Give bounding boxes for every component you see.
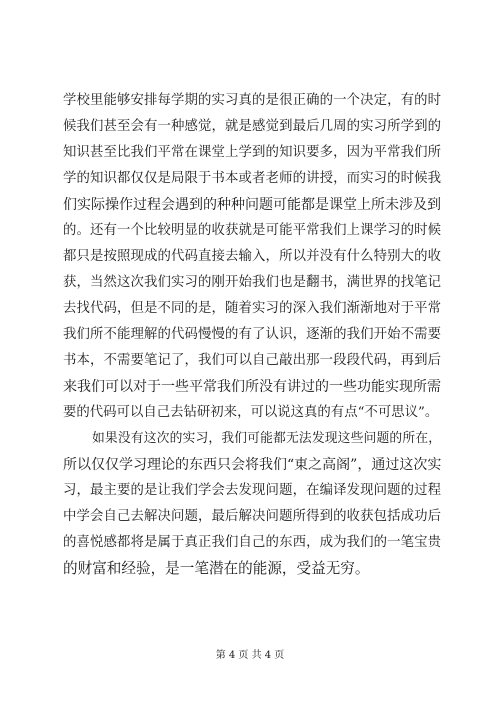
text-line: 要的代码可以自己去钻研初来，可以说这真的有点“不可思议”。 [63, 405, 439, 420]
text-line: 书本，不需要笔记了，我们可以自己敲出那一段段代码，再到后 [63, 353, 441, 368]
text-line: 来我们可以对于一些平常我们所没有讲过的一些功能实现所需 [63, 379, 441, 395]
page-number: 第 4 页 共 4 页 [215, 650, 285, 661]
body-text [63, 88, 441, 582]
text-line: 都只是按照现成的代码直接去输入，所以并没有什么特别大的收 [63, 249, 441, 264]
text-line: 学的知识都仅仅是局限于书本或者老师的讲授，而实习的时候我 [63, 171, 441, 186]
text-line: 我们所不能理解的代码慢慢的有了认识，逐渐的我们开始不需要 [63, 327, 441, 342]
text-line: 如果没有这次的实习，我们可能都无法发现这些问题的所在， [92, 431, 441, 446]
text-line: 们实际操作过程会遇到的种种问题可能都是课堂上所未涉及到 [63, 197, 441, 213]
paragraph-1 [63, 88, 441, 426]
text-line: 去找代码，但是不同的是，随着实习的深入我们渐渐地对于平常 [63, 301, 441, 316]
text-line: 中学会自己去解决问题，最后解决问题所得到的收获包括成功后 [63, 509, 441, 524]
page-footer [0, 646, 500, 661]
text-line: 学校里能够安排每学期的实习真的是很正确的一个决定，有的时 [63, 93, 441, 108]
text-line: 的财富和经验，是一笔潜在的能源，受益无穷。 [63, 560, 370, 577]
text-line: 习，最主要的是让我们学会去发现问题，在编译发现问题的过程 [63, 483, 441, 498]
text-line: 知识甚至比我们平常在课堂上学到的知识要多，因为平常我们所 [63, 145, 441, 160]
text-line: 的喜悦感都将是属于真正我们自己的东西，成为我们的一笔宝贵 [63, 535, 441, 550]
text-line: 获，当然这次我们实习的刚开始我们也是翻书，满世界的找笔记 [63, 275, 441, 290]
paragraph-2 [63, 426, 441, 582]
text-line: 的。还有一个比较明显的收获就是可能平常我们上课学习的时候 [63, 223, 441, 238]
text-line: 候我们甚至会有一种感觉，就是感觉到最后几周的实习所学到的 [63, 119, 441, 134]
text-line: 所以仅仅学习理论的东西只会将我们“東之高阁”，通过这次实 [63, 457, 441, 473]
